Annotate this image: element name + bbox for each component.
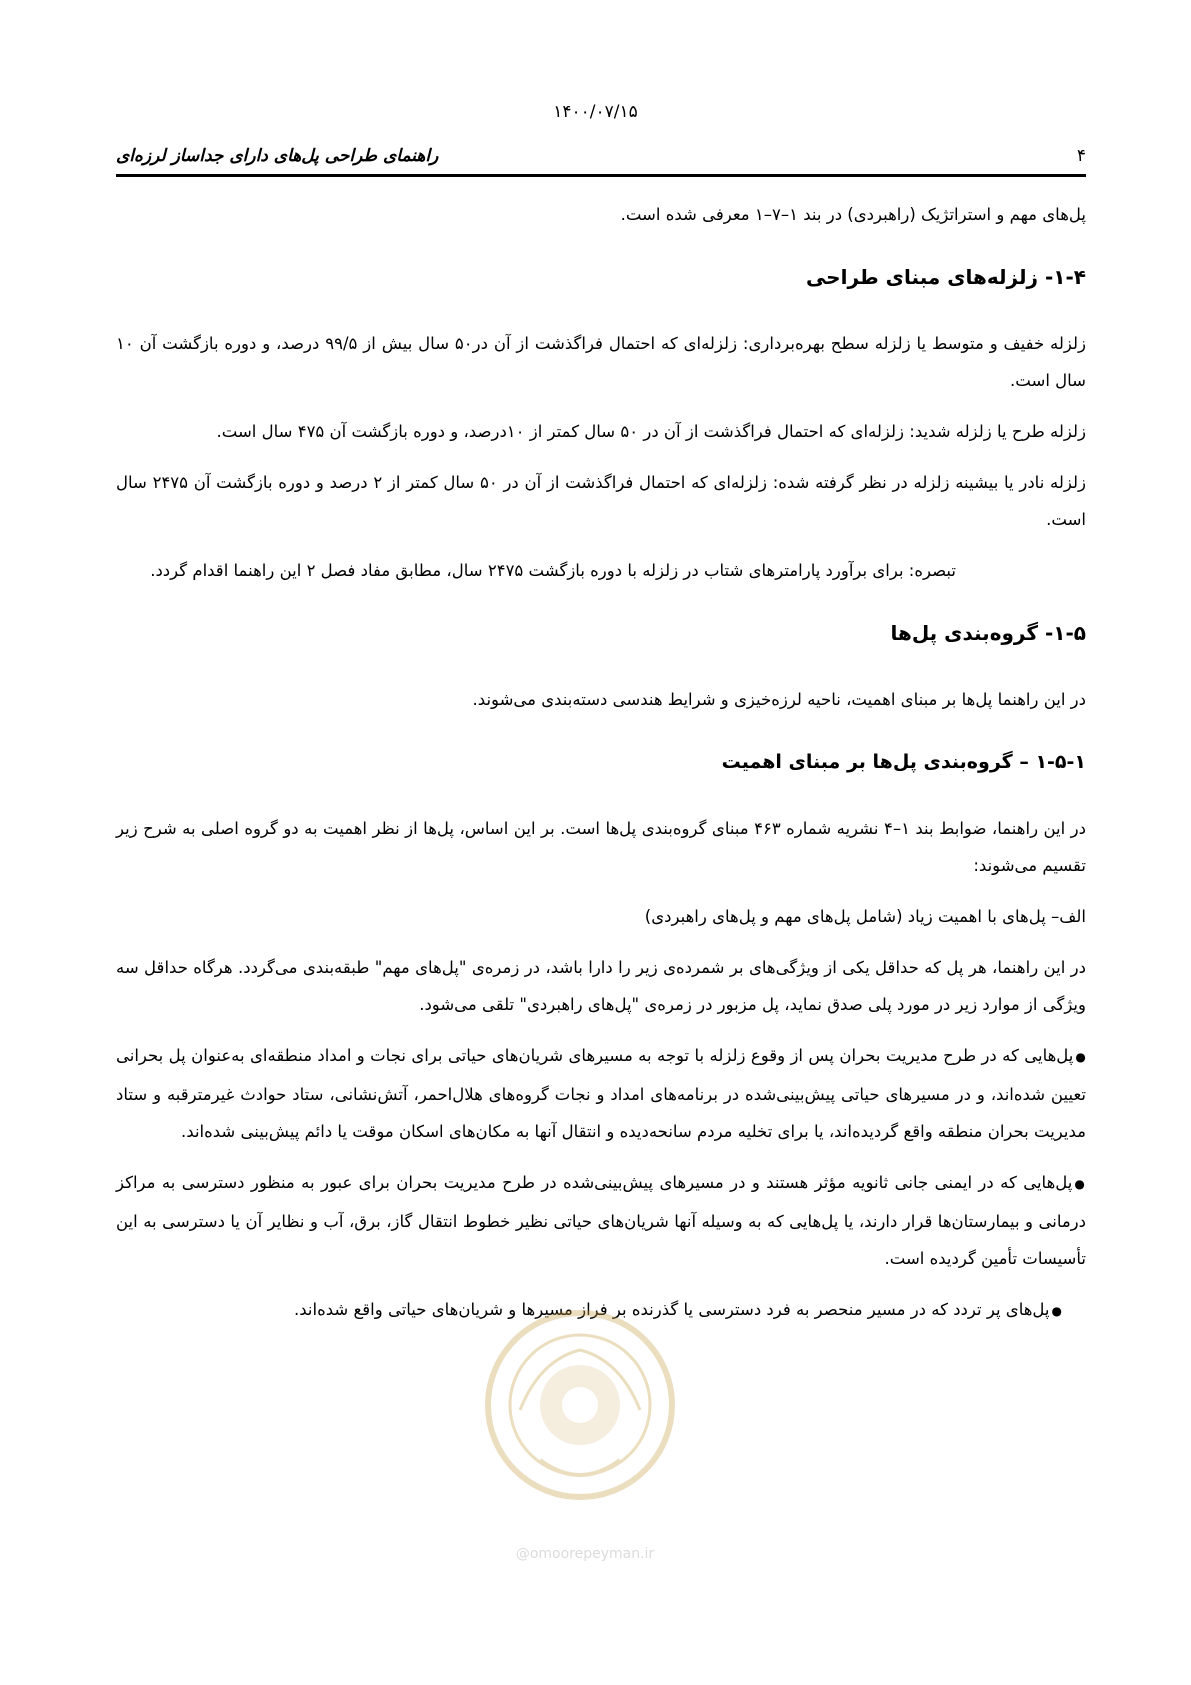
paragraph: در این راهنما، ضوابط بند ۱–۴ نشریه شماره ۴۶۳ مبنای گروه‌بندی پل‌ها است. بر این اساس، پل‌ها از نظر اهمیت به دو گروه اصلی به شرح زیر تقسیم می‌شوند: xyxy=(116,819,1086,875)
body-content xyxy=(116,196,1086,1344)
paragraph: الف– پل‌های با اهمیت زیاد (شامل پل‌های مهم و پل‌های راهبردی) xyxy=(644,907,1086,926)
section-heading-1-5-1: ۱-۵-۱ – گروه‌بندی پل‌ها بر مبنای اهمیت xyxy=(721,751,1086,773)
list-item-text: پل‌هایی که در ایمنی جانی ثانویه مؤثر هستند و در مسیرهای پیش‌بینی‌شده در طرح مدیریت بحران برای عبور به منظور دسترسی به مراکز درمانی و بیمارستان‌ها قرار دارند، یا پل‌هایی که به وسیله آنها شریان‌های حیاتی نظیر خطوط انتقال گاز، برق، آب و نظایر آن یا دسترسی به این تأسیسات تأمین گردیده است. xyxy=(116,1173,1086,1268)
paragraph: زلزله طرح یا زلزله شدید: زلزله‌ای که احتمال فراگذشت از آن در ۵۰ سال کمتر از ۱۰درصد، و دوره بازگشت آن ۴۷۵ سال است. xyxy=(216,422,1086,441)
note-paragraph: تبصره: برای برآورد پارامترهای شتاب در زلزله با دوره بازگشت ۲۴۷۵ سال، مطابق مفاد فصل ۲ این راهنما اقدام گردد. xyxy=(150,561,956,580)
bullet-icon: ● xyxy=(1074,1177,1086,1191)
watermark-text: @omoorepeyman.ir xyxy=(515,1546,655,1562)
section-heading-1-4: ۱-۴- زلزله‌های مبنای طراحی xyxy=(805,265,1086,289)
page-number: ۴ xyxy=(1076,146,1086,166)
running-title: راهنمای طراحی پل‌های دارای جداساز لرزه‌ای xyxy=(116,146,439,166)
list-item xyxy=(116,1164,1086,1277)
paragraph: در این راهنما، هر پل که حداقل یکی از ویژگی‌های بر شمرده‌ی زیر را دارا باشد، در زمره‌ی "پل‌های مهم" طبقه‌بندی می‌گردد. هرگاه حداقل سه ویژگی از موارد زیر در مورد پلی صدق نماید، پل مزبور در زمره‌ی "پل‌های راهبردی" تلقی می‌شود. xyxy=(116,958,1086,1014)
watermark-logo xyxy=(480,1300,680,1562)
paragraph: زلزله خفیف و متوسط یا زلزله سطح بهره‌برداری: زلزله‌ای که احتمال فراگذشت از آن در۵۰ سال بیش از ۹۹/۵ درصد، و دوره بازگشت آن ۱۰ سال است. xyxy=(116,334,1087,390)
document-date: ۱۴۰۰/۰۷/۱۵ xyxy=(553,102,638,122)
intro-paragraph: پل‌های مهم و استراتژیک (راهبردی) در بند ۱–۷–۱ معرفی شده است. xyxy=(620,205,1086,224)
list-item-text: پل‌هایی که در طرح مدیریت بحران پس از وقوع زلزله با توجه به مسیرهای شریان‌های حیاتی برای نجات و امداد منطقه‌ای به‌عنوان پل بحرانی تعیین شده‌اند، و در مسیرهای حیاتی پیش‌بینی‌شده در برنامه‌های امداد و نجات گروه‌های هلال‌احمر، آتش‌نشانی، ستاد حوادث غیرمترقبه و ستاد مدیریت بحران منطقه واقع گردیده‌اند، یا برای تخلیه مردم سانحه‌دیده و انتقال آنها به مکان‌های اسکان موقت یا دائم پیش‌بینی شده‌اند. xyxy=(116,1046,1086,1141)
bullet-icon: ● xyxy=(1075,1050,1086,1064)
section-heading-1-5: ۱-۵- گروه‌بندی پل‌ها xyxy=(890,621,1086,645)
running-header xyxy=(116,146,1086,177)
bullet-icon: ● xyxy=(1051,1304,1062,1318)
list-item-text: پل‌های پر تردد که در مسیر منحصر به فرد دسترسی یا گذرنده بر فراز مسیرها و شریان‌های حیاتی واقع شده‌اند. xyxy=(294,1300,1050,1319)
paragraph: زلزله نادر یا بیشینه زلزله در نظر گرفته شده: زلزله‌ای که احتمال فراگذشت از آن در ۵۰ سال کمتر از ۲ درصد و دوره بازگشت آن ۲۴۷۵ سال است. xyxy=(116,473,1086,529)
seal-icon xyxy=(480,1300,680,1540)
list-item xyxy=(116,1037,1086,1150)
paragraph: در این راهنما پل‌ها بر مبنای اهمیت، ناحیه لرزه‌خیزی و شرایط هندسی دسته‌بندی می‌شوند. xyxy=(472,690,1086,709)
